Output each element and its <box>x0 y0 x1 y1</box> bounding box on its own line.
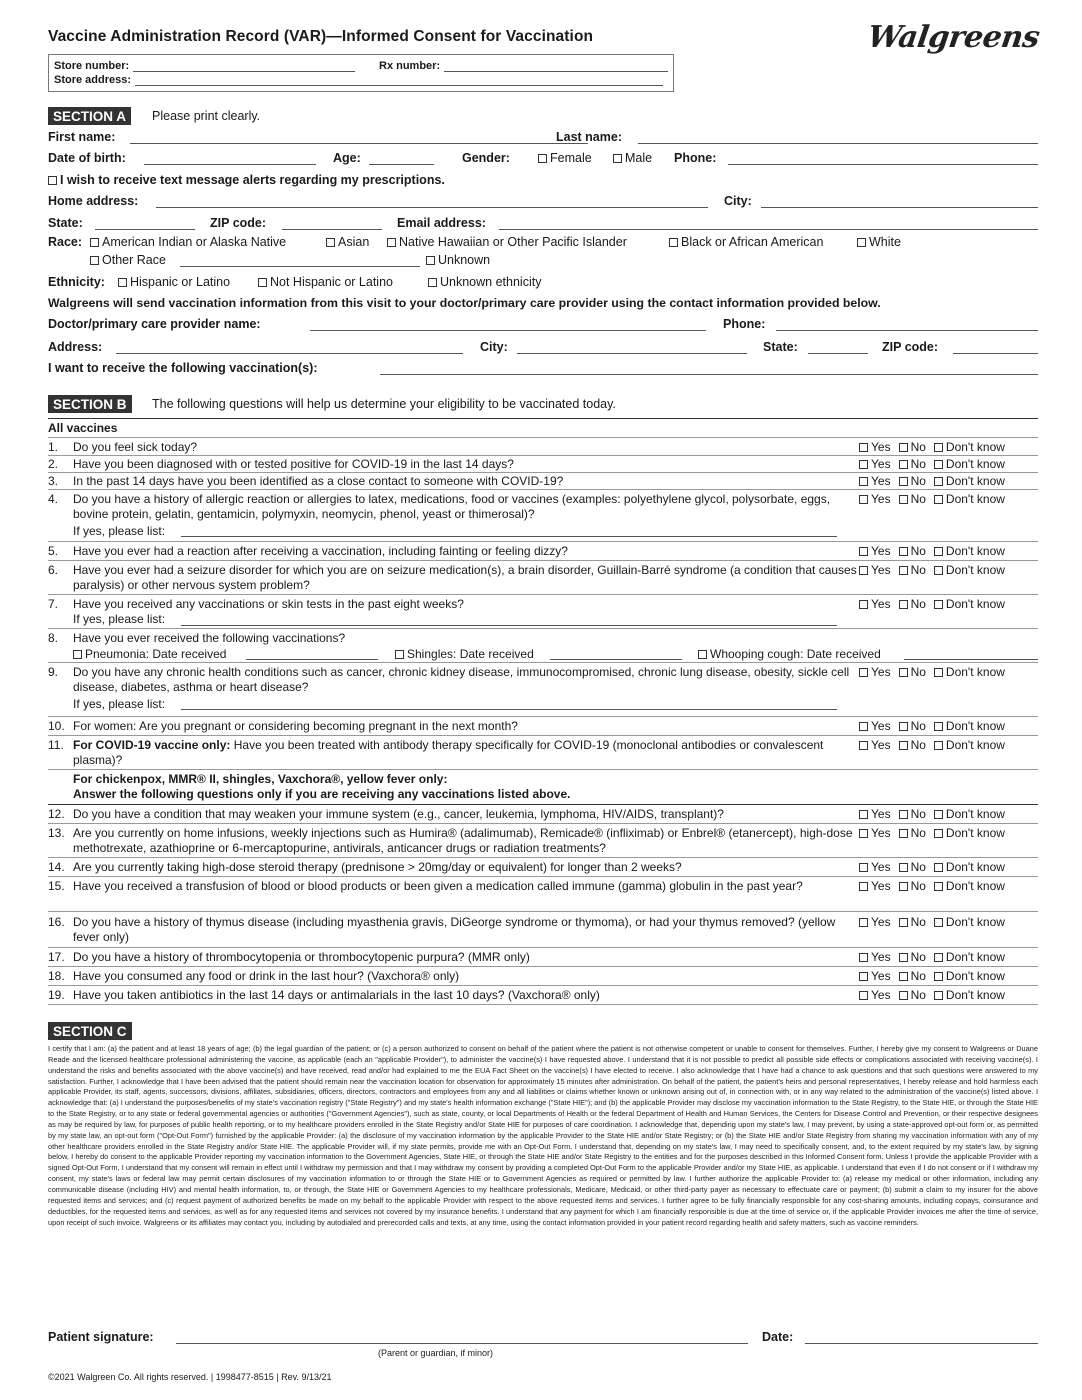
walgreens-logo: Walgreens <box>865 20 1042 55</box>
dob-label: Date of birth: <box>48 151 126 165</box>
vaccination-list-field[interactable] <box>181 625 837 626</box>
checkbox-icon[interactable] <box>899 882 908 891</box>
checkbox-icon[interactable] <box>859 460 868 469</box>
question-2: 2. Have you been diagnosed with or tested positive for COVID-19 in the last 14 days? Yes No Don't know <box>48 457 1038 472</box>
answer-group[interactable]: Yes No Don't know <box>859 969 1013 984</box>
answer-group[interactable]: Yes No Don't know <box>859 719 1013 734</box>
checkbox-icon[interactable] <box>859 722 868 731</box>
checkbox-icon[interactable] <box>538 154 547 163</box>
doctor-phone-field[interactable] <box>776 330 1038 331</box>
allergy-list-field[interactable] <box>181 536 837 537</box>
section-a-badge: SECTION A <box>48 107 131 125</box>
answer-group[interactable]: Yes No Don't know <box>859 738 1013 753</box>
question-5: 5. Have you ever had a reaction after receiving a vaccination, including fainting or feeling dizzy? Yes No Don't know <box>48 544 1038 559</box>
checkbox-icon[interactable] <box>859 547 868 556</box>
email-field[interactable] <box>499 229 1038 230</box>
race-option-white[interactable]: White <box>857 235 901 249</box>
phone-label: Phone: <box>674 151 717 165</box>
answer-group[interactable]: Yes No Don't know <box>859 544 1013 559</box>
consent-text: I certify that I am: (a) the patient and at least 18 years of age; (b) the legal guardian of the patient; or (c) a person authorized to consent on behalf of the patient where the patient is not otherwise competent or unable to consent for themselves. Further, I hereby give my consent to Walgreens or Duane Reade and the licensed healthcare professional administering the vaccine, as applicable (each an "applicable Provider"), to administer the vaccine(s) I have requested above. I understand that it is not possible to predict all possible side effects or complications associated with receiving vaccine(s). I understand the risks and benefits associated with the above vaccine(s) and have received, read and/or had explained to me the EUA Fact Sheet on the vaccine(s) I have elected to receive. I also acknowledge that I have had a chance to ask questions and that such questions were answered to my satisfaction. Further, I acknowledge that I have been advised that the patient should remain near the vaccination location for observation for approximately 15 minutes after administration. On behalf of the patient, the patient's heirs and personal representatives, I hereby release and hold harmless each applicable Provider, its staff, agents, successors, divisions, affiliates, subsidiaries, officers, directors, contractors and employees from any and all liabilities or claims whether known or unknown arising out of, in connection with, or in any way related to the administration of the vaccine(s) listed above. I acknowledge that: (a) I understand the purposes/benefits of my state's vaccination registry ("State Registry") and my state's health information exchange ("State HIE"); and (b) the applicable Provider may disclose my vaccination information to the State Registry, to the State HIE, or through the State HIE to the State Registry, or to any state or federal governmental agencies or authorities ("Government Agencies"), such as state, county, or local Departments of Health or the federal Department of Health and Human Services, the Centers for Disease Control and Prevention, or their respective designees as may be required by law, for purposes of public health reporting, or to my healthcare providers enrolled in the State Registry and/or State HIE for purposes of care coordination. I acknowledge that, depending upon my state's law, I may prevent, by using a state-approved opt-out form or, as permitted by my state law, an opt-out form ("Opt-Out Form") furnished by the applicable Provider: (a) the disclosure of my vaccination information by the applicable Provider to the State HIE and/or State Registry; or (b) the State HIE and/or State Registry from sharing my vaccination information with any of my other healthcare providers enrolled in the State Registry and/or State HIE. The applicable Provider will, if my state permits, provide me with an Opt-Out Form. I understand that, depending on my state's law, I may need to specifically consent, and, to the extent required by my state's law, by signing below, I hereby do consent to the applicable Provider reporting my vaccination information to the Government Agencies, State HIE, or through the State HIE and/or State Registry to the entities and for the purposes described in this Informed Consent form. Unless I provide the applicable Provider with a signed Opt-Out Form, I understand that my consent will remain in effect until I withdraw my permission and that I may withdraw my consent by providing a completed Opt-Out Form to the applicable Provider and/or my State HIE, as applicable. I understand that even if I do not consent or if I withdraw my consent, my state's laws or federal law may permit certain disclosures of my vaccination information to or through the State HIE or to Government Agencies as required or permitted by law. I further authorize the applicable Provider to: (a) release my medical or other information, including any communicable disease (including HIV) and mental health information, to, or through, the State HIE or Government Agencies to my healthcare professionals, Medicare, Medicaid, or other third-party payer as necessary to effectuate care or payment; (b) submit a claim to my insurer for the above requested items and services; and (c) request payment of authorized benefits be made on my behalf to the applicable Provider with respect to the above requested items and services. I further agree to be fully financially responsible for any cost-sharing amounts, including copays, coinsurance and deductibles, for the requested items and services, as well as for any requested items and services not covered by my insurance benefits. I understand that any payment for which I am financially responsible is due at the time of service or, if the applicable Provider invoices me after the time of service, upon receipt of such invoice. Walgreens or its affiliates may contact you, including by autodialed and prerecorded calls and texts, at any time, using the contact information provided in your patient record regarding health and safety matters, such as vaccine reminders. <box>48 1044 1038 1227</box>
gender-female-option[interactable]: Female <box>538 151 592 165</box>
question-6: 6. Have you ever had a seizure disorder for which you are on seizure medication(s), a brain disorder, Guillain-Barré syndrome (a condition that causes paralysis) or other nervous system problem? Yes No Don't know <box>48 563 1038 593</box>
race-other-field[interactable] <box>180 266 420 267</box>
doctor-city-label: City: <box>480 340 508 354</box>
checkbox-icon[interactable] <box>899 991 908 1000</box>
answer-group[interactable]: Yes No Don't know <box>859 563 1013 578</box>
question-16: 16. Do you have a history of thymus disease (including myasthenia gravis, DiGeorge syndrome or thymoma), or had your thymus removed? (yellow fever only) Yes No Don't know <box>48 915 1038 945</box>
checkbox-icon[interactable] <box>859 829 868 838</box>
checkbox-icon[interactable] <box>899 566 908 575</box>
race-option-unknown[interactable]: Unknown <box>426 253 490 267</box>
checkbox-icon[interactable] <box>899 495 908 504</box>
store-address-field[interactable] <box>135 74 663 86</box>
checkbox-icon[interactable] <box>258 278 267 287</box>
checkbox-icon[interactable] <box>426 256 435 265</box>
gender-male-option[interactable]: Male <box>613 151 652 165</box>
rx-number-label: Rx number: <box>379 60 441 72</box>
question-3: 3. In the past 14 days have you been identified as a close contact to someone with COVID-19? Yes No Don't know <box>48 474 1038 489</box>
checkbox-icon[interactable] <box>859 991 868 1000</box>
footer-copyright: ©2021 Walgreen Co. All rights reserved. | 1998477-8515 | Rev. 9/13/21 <box>48 1372 332 1382</box>
city-label: City: <box>724 194 752 208</box>
question-17: 17. Do you have a history of thrombocytopenia or thrombocytopenic purpura? (MMR only) Yes No Don't know <box>48 950 1038 965</box>
checkbox-icon[interactable] <box>934 918 943 927</box>
doctor-phone-label: Phone: <box>723 317 766 331</box>
checkbox-icon[interactable] <box>859 566 868 575</box>
store-number-label: Store number: <box>54 60 130 72</box>
ethnicity-label: Ethnicity: <box>48 275 105 289</box>
section-b-note: The following questions will help us determine your eligibility to be vaccinated today. <box>152 397 616 411</box>
checkbox-icon[interactable] <box>899 547 908 556</box>
state-field[interactable] <box>95 229 195 230</box>
if-yes-label: If yes, please list: <box>73 612 166 626</box>
zip-field[interactable] <box>282 229 382 230</box>
date-field[interactable] <box>805 1343 1038 1344</box>
checkbox-icon[interactable] <box>934 991 943 1000</box>
checkbox-icon[interactable] <box>934 566 943 575</box>
checkbox-icon[interactable] <box>899 443 908 452</box>
checkbox-icon[interactable] <box>859 741 868 750</box>
question-14: 14. Are you currently taking high-dose steroid therapy (prednisone > 20mg/day or equivalent) for longer than 2 weeks? Yes No Don't know <box>48 860 1038 875</box>
answer-group[interactable]: Yes No Don't know <box>859 665 1013 680</box>
answer-group[interactable]: Yes No Don't know <box>859 492 1013 507</box>
checkbox-icon[interactable] <box>90 238 99 247</box>
phone-field[interactable] <box>728 164 1038 165</box>
pneumonia-date-field[interactable] <box>246 659 378 660</box>
question-11: 11. For COVID-19 vaccine only: Have you been treated with antibody therapy specifically for COVID-19 (monoclonal antibodies or convalescent plasma)? Yes No Don't know <box>48 738 1038 768</box>
store-address-label: Store address: <box>54 74 132 86</box>
home-address-label: Home address: <box>48 194 139 208</box>
checkbox-icon[interactable] <box>899 810 908 819</box>
section-a-note: Please print clearly. <box>152 109 261 123</box>
checkbox-icon[interactable] <box>326 238 335 247</box>
divider <box>48 418 1038 419</box>
checkbox-icon[interactable] <box>859 495 868 504</box>
checkbox-icon[interactable] <box>48 176 57 185</box>
doctor-name-label: Doctor/primary care provider name: <box>48 317 261 331</box>
checkbox-icon[interactable] <box>859 810 868 819</box>
checkbox-icon[interactable] <box>118 278 127 287</box>
checkbox-icon[interactable] <box>428 278 437 287</box>
home-address-field[interactable] <box>156 207 708 208</box>
checkbox-icon[interactable] <box>934 810 943 819</box>
checkbox-icon[interactable] <box>934 882 943 891</box>
whooping-cough-option[interactable]: Whooping cough: Date received <box>698 647 881 662</box>
question-7: 7. Have you received any vaccinations or skin tests in the past eight weeks? Yes No Don't know If yes, please list: <box>48 597 1038 629</box>
checkbox-icon[interactable] <box>859 863 868 872</box>
checkbox-icon[interactable] <box>934 460 943 469</box>
checkbox-icon[interactable] <box>899 600 908 609</box>
race-option-asian[interactable]: Asian <box>326 235 369 249</box>
answer-group[interactable]: Yes No Don't know <box>859 879 1013 894</box>
question-13: 13. Are you currently on home infusions, weekly injections such as Humira® (adalimumab), Remicade® (infliximab) or Enbrel® (etanercept), high-dose methotrexate, azathioprine or 6-mercaptopurine, antivirals, anticancer drugs or radiation treatments? Yes No Don't know <box>48 826 1038 856</box>
race-option-black[interactable]: Black or African American <box>669 235 823 249</box>
rx-number-field[interactable] <box>444 60 668 72</box>
doctor-name-field[interactable] <box>310 330 706 331</box>
checkbox-icon[interactable] <box>934 722 943 731</box>
checkbox-icon[interactable] <box>899 722 908 731</box>
answer-group[interactable]: Yes No Don't know <box>859 950 1013 965</box>
checkbox-icon[interactable] <box>899 863 908 872</box>
zip-label: ZIP code: <box>210 216 267 230</box>
checkbox-icon[interactable] <box>90 256 99 265</box>
store-info-box <box>48 54 674 92</box>
question-8: 8. Have you ever received the following vaccinations? Pneumonia: Date received Shingles: Date received Whooping cough: Date received <box>48 631 1038 663</box>
ethnicity-option-not-hispanic[interactable]: Not Hispanic or Latino <box>258 275 393 289</box>
doctor-city-field[interactable] <box>517 353 747 354</box>
section-c-badge: SECTION C <box>48 1022 132 1040</box>
want-vaccine-label: I want to receive the following vaccination(s): <box>48 361 318 375</box>
text-alerts-option[interactable]: I wish to receive text message alerts regarding my prescriptions. <box>48 173 445 187</box>
checkbox-icon[interactable] <box>934 972 943 981</box>
store-number-field[interactable] <box>133 60 355 72</box>
whooping-cough-date-field[interactable] <box>904 659 1038 660</box>
ethnicity-option-unknown[interactable]: Unknown ethnicity <box>428 275 541 289</box>
if-yes-label: If yes, please list: <box>73 697 166 711</box>
race-label: Race: <box>48 235 83 249</box>
checkbox-icon[interactable] <box>613 154 622 163</box>
want-vaccine-field[interactable] <box>380 374 1038 375</box>
if-yes-label: If yes, please list: <box>73 524 166 538</box>
parent-guardian-note: (Parent or guardian, if minor) <box>378 1348 494 1358</box>
last-name-label: Last name: <box>556 130 622 144</box>
last-name-field[interactable] <box>638 143 1038 144</box>
doctor-address-label: Address: <box>48 340 103 354</box>
answer-group[interactable]: Yes No Don't know <box>859 807 1013 822</box>
answer-group[interactable]: Yes No Don't know <box>859 826 1013 841</box>
checkbox-icon[interactable] <box>859 972 868 981</box>
answer-group[interactable]: Yes No Don't know <box>859 440 1013 455</box>
question-10: 10. For women: Are you pregnant or considering becoming pregnant in the next month? Yes No Don't know <box>48 719 1038 734</box>
doctor-zip-label: ZIP code: <box>882 340 939 354</box>
checkbox-icon[interactable] <box>934 547 943 556</box>
race-option-american-indian[interactable]: American Indian or Alaska Native <box>90 235 286 249</box>
checkbox-icon[interactable] <box>934 829 943 838</box>
checkbox-icon[interactable] <box>669 238 678 247</box>
date-label: Date: <box>762 1330 794 1344</box>
conditions-list-field[interactable] <box>181 709 837 710</box>
answer-group[interactable]: Yes No Don't know <box>859 457 1013 472</box>
question-19: 19. Have you taken antibiotics in the last 14 days or antimalarials in the last 10 days? (Vaxchora® only) Yes No Don't know <box>48 988 1038 1003</box>
age-field[interactable] <box>369 164 434 165</box>
shingles-date-field[interactable] <box>550 659 682 660</box>
checkbox-icon[interactable] <box>934 600 943 609</box>
special-vaccines-heading: For chickenpox, MMR® II, shingles, Vaxchora®, yellow fever only: Answer the following questions only if you are receiving any vaccinations listed above. <box>73 772 571 801</box>
all-vaccines-heading: All vaccines <box>48 421 118 435</box>
ethnicity-option-hispanic[interactable]: Hispanic or Latino <box>118 275 230 289</box>
age-label: Age: <box>333 151 361 165</box>
question-1: 1. Do you feel sick today? Yes No Don't know <box>48 440 1038 455</box>
checkbox-icon[interactable] <box>899 668 908 677</box>
checkbox-icon[interactable] <box>899 741 908 750</box>
gender-label: Gender: <box>462 151 510 165</box>
checkbox-icon[interactable] <box>859 882 868 891</box>
state-label: State: <box>48 216 83 230</box>
dob-field[interactable] <box>144 164 316 165</box>
answer-group[interactable]: Yes No Don't know <box>859 474 1013 489</box>
doctor-zip-field[interactable] <box>953 353 1038 354</box>
pneumonia-option[interactable]: Pneumonia: Date received <box>73 647 226 662</box>
answer-group[interactable]: Yes No Don't know <box>859 597 1013 612</box>
question-12: 12. Do you have a condition that may weaken your immune system (e.g., cancer, leukemia, lymphoma, HIV/AIDS, transplant)? Yes No Don't know <box>48 807 1038 822</box>
checkbox-icon[interactable] <box>899 477 908 486</box>
race-option-native-hawaiian[interactable]: Native Hawaiian or Other Pacific Islander <box>387 235 627 249</box>
checkbox-icon[interactable] <box>859 443 868 452</box>
shingles-option[interactable]: Shingles: Date received <box>395 647 534 662</box>
checkbox-icon[interactable] <box>934 495 943 504</box>
checkbox-icon[interactable] <box>387 238 396 247</box>
checkbox-icon[interactable] <box>395 650 404 659</box>
race-option-other[interactable]: Other Race <box>90 253 166 267</box>
first-name-label: First name: <box>48 130 116 144</box>
checkbox-icon[interactable] <box>857 238 866 247</box>
divider <box>48 437 1038 438</box>
checkbox-icon[interactable] <box>899 972 908 981</box>
city-field[interactable] <box>761 207 1038 208</box>
doctor-address-field[interactable] <box>116 353 463 354</box>
doctor-state-field[interactable] <box>808 353 868 354</box>
checkbox-icon[interactable] <box>934 443 943 452</box>
checkbox-icon[interactable] <box>859 953 868 962</box>
checkbox-icon[interactable] <box>859 600 868 609</box>
answer-group[interactable]: Yes No Don't know <box>859 860 1013 875</box>
answer-group[interactable]: Yes No Don't know <box>859 988 1013 1003</box>
checkbox-icon[interactable] <box>934 863 943 872</box>
doctor-notice: Walgreens will send vaccination information from this visit to your doctor/primary care provider using the contact information provided below. <box>48 296 881 310</box>
section-b-badge: SECTION B <box>48 395 132 413</box>
patient-signature-field[interactable] <box>176 1343 748 1344</box>
doctor-state-label: State: <box>763 340 798 354</box>
email-label: Email address: <box>397 216 486 230</box>
question-4: 4. Do you have a history of allergic reaction or allergies to latex, medications, food or vaccines (examples: polyethylene glycol, polysorbate, eggs, bovine protein, gelatin, gentamicin, polymyxin, neomycin, phenol, yeast or thimerosal)? Yes No Don't know If yes, please list: <box>48 492 1038 540</box>
checkbox-icon[interactable] <box>899 460 908 469</box>
checkbox-icon[interactable] <box>934 477 943 486</box>
form-title: Vaccine Administration Record (VAR)—Informed Consent for Vaccination <box>48 28 594 45</box>
answer-group[interactable]: Yes No Don't know <box>859 915 1013 930</box>
question-18: 18. Have you consumed any food or drink in the last hour? (Vaxchora® only) Yes No Don't know <box>48 969 1038 984</box>
checkbox-icon[interactable] <box>859 918 868 927</box>
checkbox-icon[interactable] <box>899 829 908 838</box>
checkbox-icon[interactable] <box>934 953 943 962</box>
checkbox-icon[interactable] <box>859 477 868 486</box>
checkbox-icon[interactable] <box>698 650 707 659</box>
checkbox-icon[interactable] <box>859 668 868 677</box>
question-15: 15. Have you received a transfusion of blood or blood products or been given a medication called immune (gamma) globulin in the past year? Yes No Don't know <box>48 879 1038 909</box>
question-9: 9. Do you have any chronic health conditions such as cancer, chronic kidney disease, immunocompromised, chronic lung disease, obesity, sickle cell disease, diabetes, asthma or heart disease? Yes No Don't know If yes, please list: <box>48 665 1038 713</box>
checkbox-icon[interactable] <box>73 650 82 659</box>
checkbox-icon[interactable] <box>899 953 908 962</box>
checkbox-icon[interactable] <box>899 918 908 927</box>
checkbox-icon[interactable] <box>934 741 943 750</box>
patient-signature-label: Patient signature: <box>48 1330 154 1344</box>
first-name-field[interactable] <box>130 143 588 144</box>
checkbox-icon[interactable] <box>934 668 943 677</box>
